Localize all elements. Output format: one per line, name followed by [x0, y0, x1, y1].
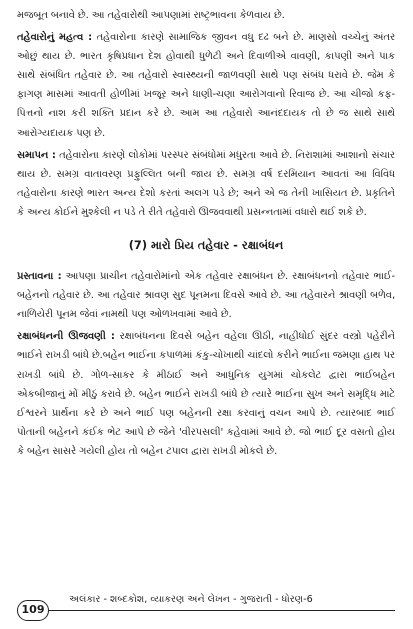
essay-heading: (7) મારો પ્રિય તહેવાર - રક્ષાબંધન — [128, 238, 284, 253]
footer-divider — [49, 610, 395, 611]
page-number: 109 — [17, 600, 49, 621]
intro-continuation-paragraph — [17, 6, 395, 25]
paragraph-text: રક્ષાબંધનના દિવસે બહેન વહેલા ઊઠી, નાહીધોઈ સુંદર વસ્ત્રો પહેરીને ભાઈને રાખડી બાંધે છે.બહેન ભાઈના કપાળમાં કંકુ-ચોખાથી ચાંદલો કરીને ભાઈના જમણા હાથ પર રાખડી બાંધે છે. ગોળ-સાકર કે મીઠાઈ અને આધુનિક યુગમાં ચોકલેટ દ્વારા ભાઈબહેન એકબીજાનું મોં મીઠું કરાવે છે. બહેન ભાઈને રાખડી બાંધે છે ત્યારે ભાઈના સુખ અને સમૃદ્ધિ માટે ઈશ્વરને પ્રાર્થના કરે છે અને ભાઈ પણ બહેનની રક્ષા કરવાનું વચન આપે છે. ત્યારબાદ ભાઈ પોતાની બહેનને કંઈક ભેટ આપે છે જેને 'વીરપસલી' કહેવામાં આવે છે. જો ભાઈ દૂર વસતો હોય કે બહેન સાસરે ગયેલી હોય તો બહેન ટપાલ દ્વારા રાખડી મોકલે છે. — [17, 331, 396, 457]
introduction-paragraph — [17, 267, 395, 324]
paragraph-text: મજબૂત બનાવે છે. આ તહેવારોથી આપણામાં રાષ્ટ્રભાવના કેળવાય છે. — [17, 10, 285, 21]
paragraph-text: આપણા પ્રાચીન તહેવારોમાંનો એક તહેવાર રક્ષાબંધન છે. રક્ષાબંધનનો તહેવાર ભાઈ-બહેનનો તહેવાર છે. આ તહેવાર શ્રાવણ સુદ પૂનમના દિવસે આવે છે. આ તહેવારને શ્રાવણી બળેવ, નાળિયેરી પૂનમ જેવાં નામથી પણ ઓળખવામાં આવે છે. — [17, 271, 395, 321]
celebration-paragraph — [17, 327, 395, 461]
paragraph-label: રક્ષાબંધનની ઊજવણી : — [17, 331, 115, 343]
paragraph-label: પ્રસ્તાવના : — [17, 271, 62, 283]
page-body — [17, 6, 395, 464]
conclusion-paragraph — [17, 146, 395, 222]
paragraph-label: સમાપન : — [17, 149, 56, 161]
paragraph-text: તહેવારોના કારણે સામાજિક જીવન વધુ દઢ બને છે. માણસો વચ્ચેનું અંતર ઓછું થાય છે. ભારત કૃષિપ્રધાન દેશ હોવાથી ધુળેટી અને દિવાળીએ વાવણી, કાપણી અને પાક સાથે સંબંધિત તહેવાર છે. આ તહેવારો સ્વાસ્થ્યની જાળવણી સાથે પણ સંબંધ ધરાવે છે. જેમ કે ફાગણ માસમાં આવતી હોળીમાં ખજૂર અને ધાણી-ચણા આરોગવાનો રિવાજ છે. આ ચીજો કફ-પિત્તનો નાશ કરી શક્તિ પ્રદાન કરે છે. આમ આ તહેવારો આનંદદાયક તો છે જ સાથે સાથે આરોગ્યદાયક પણ છે. — [17, 32, 396, 139]
festival-importance-paragraph — [17, 28, 395, 143]
paragraph-text: તહેવારોના કારણે લોકોમાં પરસ્પર સંબંધોમાં મધુરતા આવે છે. નિરાશામાં આશાનો સંચાર થાય છે. સમગ્ર વાતાવરણ પ્રફુલ્લિત બની જાય છે. સમગ્ર વર્ષ દરમિયાન આવતાં આ વિવિધ તહેવારોના કારણે ભારત અન્ય દેશો કરતાં અલગ પડે છે; અને એ જ તેની ખાસિયત છે. પ્રકૃતિને કે અન્ય કોઈને મુશ્કેલી ન પડે તે રીતે તહેવારો ઊજવવાથી પ્રસન્નતામાં વધારો થઈ શકે છે. — [17, 149, 395, 218]
page-footer — [17, 594, 395, 621]
paragraph-label: તહેવારોનું મહત્વ : — [17, 32, 93, 44]
book-title: અલંકાર - શબ્દકોશ, વ્યાકરણ અને લેખન - ગુજરાતી - ધોરણ-6 — [65, 592, 395, 608]
